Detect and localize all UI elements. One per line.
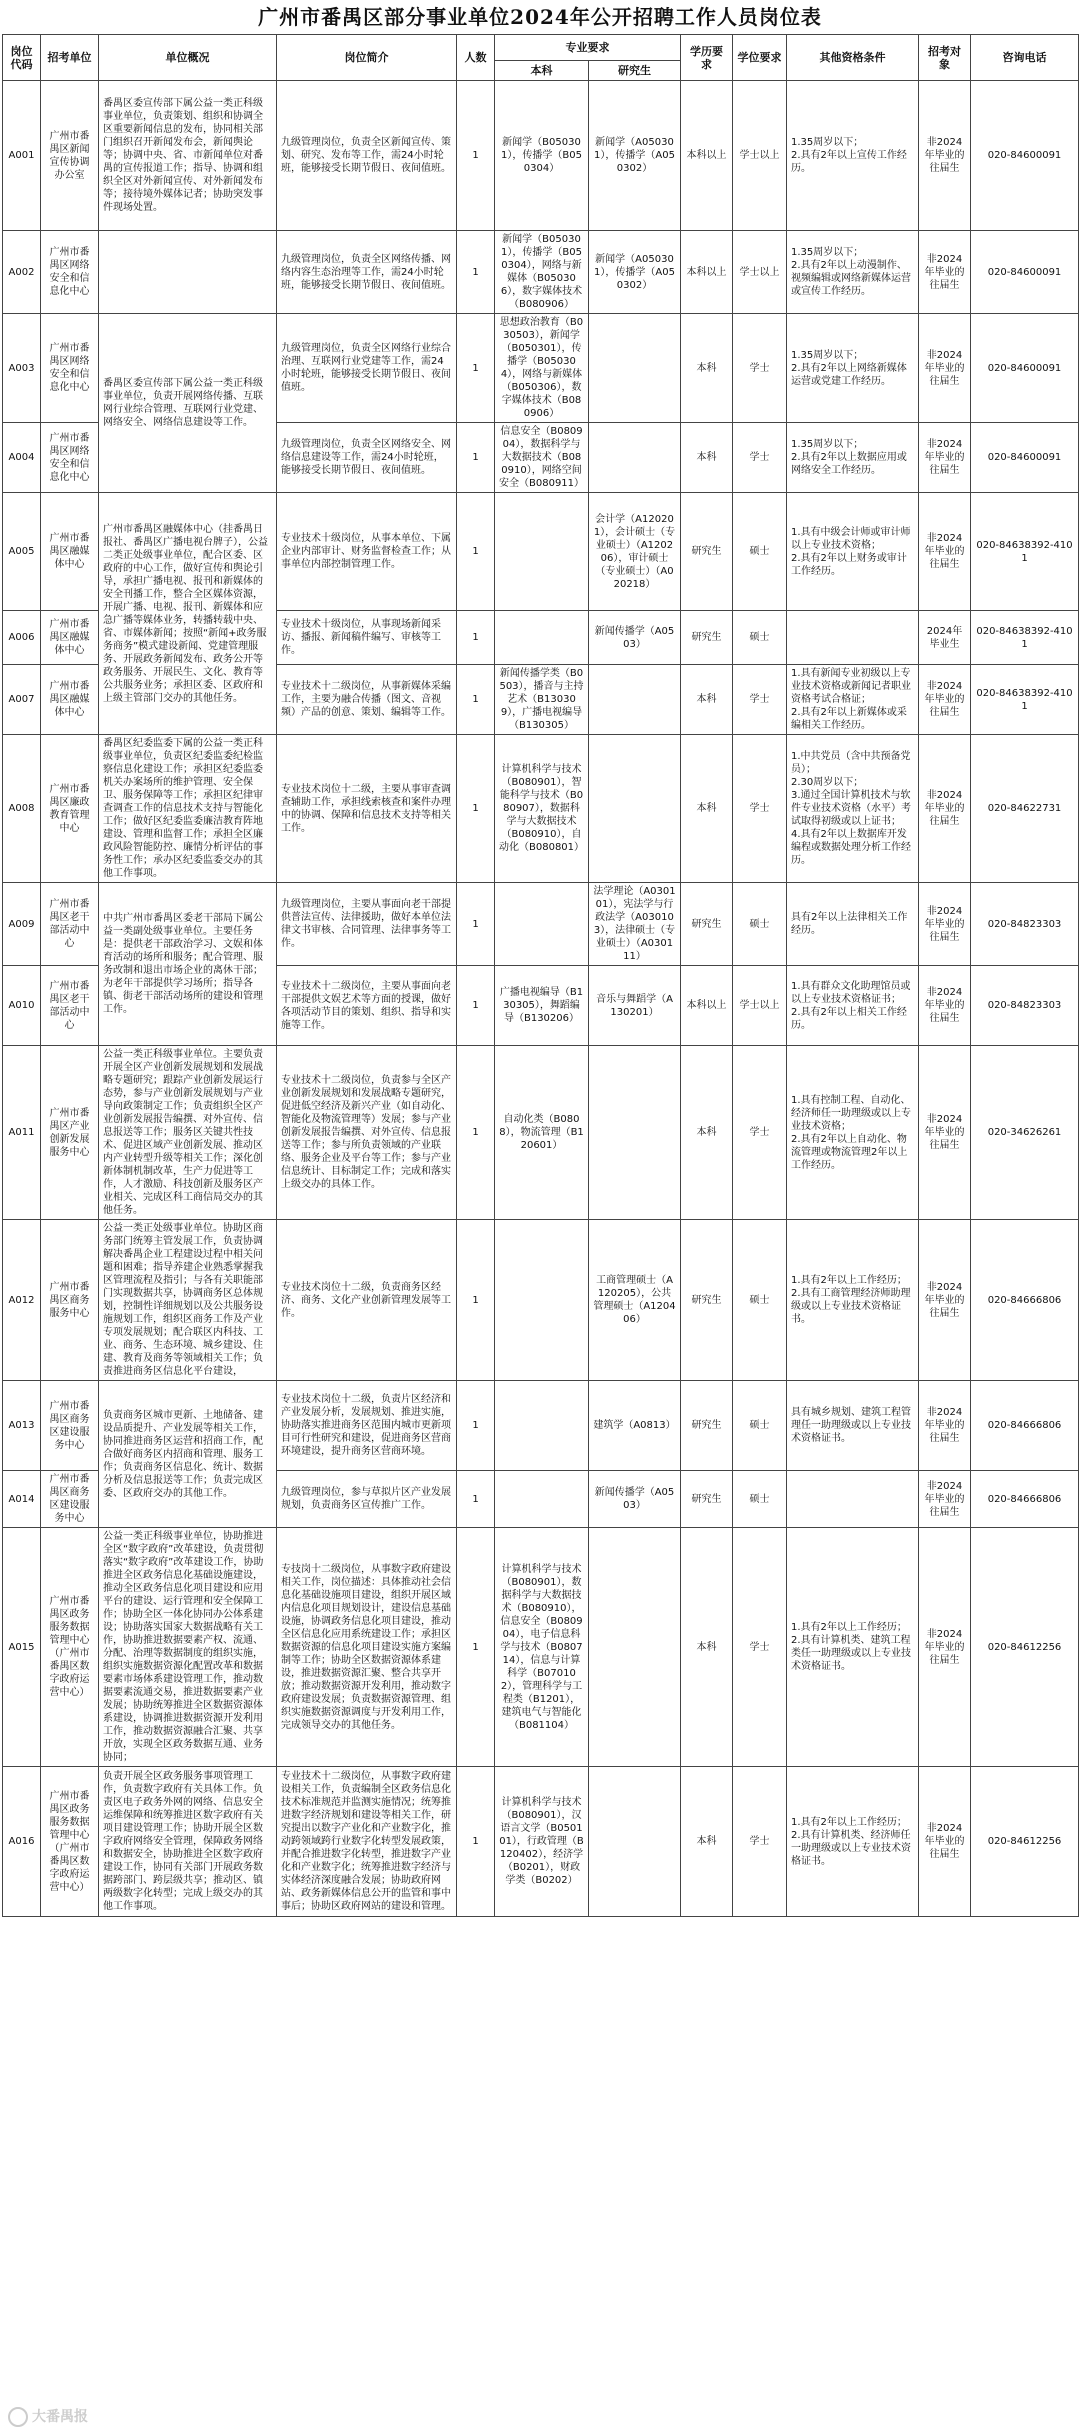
cell-target: 非2024年毕业的往届生 bbox=[919, 231, 971, 314]
cell-unit: 广州市番禺区老干部活动中心 bbox=[41, 883, 99, 966]
cell-count: 1 bbox=[457, 611, 495, 665]
cell-phone: 020-84622731 bbox=[971, 735, 1079, 883]
cell-target: 非2024年毕业的往届生 bbox=[919, 423, 971, 493]
cell-code: A013 bbox=[3, 1381, 41, 1471]
watermark-logo-icon bbox=[8, 2407, 28, 2427]
cell-other: 1.具有控制工程、自动化、经济师任一助理级或以上专业技术资格； 2.具有2年以上自动化、物流管理或物流管理2年以上工作经历。 bbox=[787, 1046, 919, 1220]
cell-degree: 学士以上 bbox=[733, 966, 787, 1046]
cell-job: 九级管理岗位，参与草拟片区产业发展规划，负责商务区宣传推广工作。 bbox=[277, 1471, 457, 1528]
table-row bbox=[3, 1381, 1079, 1471]
col-header-major: 专业要求 bbox=[495, 35, 681, 61]
table-row bbox=[3, 1528, 1079, 1767]
cell-graduate: 新闻传播学（A0503） bbox=[589, 611, 681, 665]
cell-count: 1 bbox=[457, 1381, 495, 1471]
cell-edu: 本科 bbox=[681, 314, 733, 423]
cell-target: 非2024年毕业的往届生 bbox=[919, 735, 971, 883]
cell-bachelor: 思想政治教育（B030503），新闻学（B050301），传播学（B050304），网络与新媒体（B050306），数字媒体技术（B080906） bbox=[495, 314, 589, 423]
cell-unit: 广州市番禺区商务区建设服务中心 bbox=[41, 1471, 99, 1528]
cell-job: 专业技术岗位十二级，负责片区经济和产业发展分析，发展规划、推进实施，协助落实推进商务区范围内城市更新项目可行性研究和建设，促进商务区营商环境建设，提升商务区营商环境。 bbox=[277, 1381, 457, 1471]
cell-degree: 学士 bbox=[733, 1528, 787, 1767]
cell-phone: 020-84600091 bbox=[971, 423, 1079, 493]
cell-phone: 020-84666806 bbox=[971, 1220, 1079, 1381]
cell-unit: 广州市番禺区网络安全和信息化中心 bbox=[41, 314, 99, 423]
cell-job: 专业技术岗位十二级，负责商务区经济、商务、文化产业创新管理发展等工作。 bbox=[277, 1220, 457, 1381]
cell-phone: 020-84612256 bbox=[971, 1767, 1079, 1917]
cell-bachelor bbox=[495, 883, 589, 966]
cell-edu: 研究生 bbox=[681, 493, 733, 611]
cell-graduate bbox=[589, 1767, 681, 1917]
cell-count: 1 bbox=[457, 1220, 495, 1381]
cell-count: 1 bbox=[457, 423, 495, 493]
cell-count: 1 bbox=[457, 665, 495, 735]
cell-graduate bbox=[589, 735, 681, 883]
cell-phone: 020-84823303 bbox=[971, 966, 1079, 1046]
cell-code: A006 bbox=[3, 611, 41, 665]
col-header-code: 岗位代码 bbox=[3, 35, 41, 81]
cell-unit: 广州市番禺区网络安全和信息化中心 bbox=[41, 423, 99, 493]
cell-code: A015 bbox=[3, 1528, 41, 1767]
cell-count: 1 bbox=[457, 231, 495, 314]
cell-edu: 本科 bbox=[681, 1528, 733, 1767]
cell-count: 1 bbox=[457, 493, 495, 611]
col-header-bachelor: 本科 bbox=[495, 61, 589, 81]
cell-code: A016 bbox=[3, 1767, 41, 1917]
cell-bachelor: 自动化类（B0808），物流管理（B120601） bbox=[495, 1046, 589, 1220]
cell-degree: 学士 bbox=[733, 735, 787, 883]
cell-job: 专业技术岗位十二级，主要从事审查调查辅助工作，承担线索核查和案件办理中的协调、保障和信息技术支持等相关工作。 bbox=[277, 735, 457, 883]
cell-degree: 硕士 bbox=[733, 1381, 787, 1471]
cell-other: 1.具有2年以上工作经历； 2.具有工商管理经济师助理级或以上专业技术资格证书。 bbox=[787, 1220, 919, 1381]
cell-other: 1.具有新闻专业初级以上专业技术资格或新闻记者职业资格考试合格证； 2.具有2年以上新媒体或采编相关工作经历。 bbox=[787, 665, 919, 735]
cell-target: 非2024年毕业的往届生 bbox=[919, 1220, 971, 1381]
cell-graduate bbox=[589, 665, 681, 735]
cell-unit: 广州市番禺区新闻宣传协调办公室 bbox=[41, 81, 99, 231]
cell-count: 1 bbox=[457, 883, 495, 966]
cell-count: 1 bbox=[457, 314, 495, 423]
cell-bachelor: 新闻学（B050301），传播学（B050304） bbox=[495, 81, 589, 231]
cell-job: 九级管理岗位，主要从事面向老干部提供普法宣传、法律援助，做好本单位法律文书审核、合同管理、法律事务等工作。 bbox=[277, 883, 457, 966]
cell-code: A014 bbox=[3, 1471, 41, 1528]
cell-graduate bbox=[589, 314, 681, 423]
cell-job: 专业技术十二级岗位，从事数字政府建设相关工作，负责编制全区政务信息化技术标准规范并监测实施情况；统筹推进数字经济规划和建设等相关工作，研究提出以数字产业化和产业数字化，推动跨领域跨行业数字化转型发展政策，并配合推进数字化转型，推进数字产业化和产业数字化；统筹推进数字经济与实体经济深度融合发展；协助政府网站、政务新媒体信息公开的监管和事中事后；协助区政府网站的建设和管理。 bbox=[277, 1767, 457, 1917]
cell-target: 非2024年毕业的往届生 bbox=[919, 883, 971, 966]
job-table bbox=[2, 34, 1079, 1917]
cell-other: 1.35周岁以下； 2.具有2年以上数据应用或网络安全工作经历。 bbox=[787, 423, 919, 493]
cell-phone: 020-84638392-4101 bbox=[971, 493, 1079, 611]
cell-target: 非2024年毕业的往届生 bbox=[919, 1471, 971, 1528]
col-header-degree: 学位要求 bbox=[733, 35, 787, 81]
cell-overview: 中共广州市番禺区委老干部局下属公益一类副处级事业单位。主要任务是：提供老干部政治学习、文娱和体育活动的场所和服务；配合管理、服务改制和退出市场企业的离休干部；为老年干部提供学习场所；指导各镇、街老干部活动场所的建设和管理工作。 bbox=[99, 883, 277, 1046]
cell-degree: 硕士 bbox=[733, 611, 787, 665]
cell-other: 1.具有群众文化助理馆员或以上专业技术资格证书； 2.具有2年以上相关工作经历。 bbox=[787, 966, 919, 1046]
table-row bbox=[3, 1767, 1079, 1917]
cell-target: 非2024年毕业的往届生 bbox=[919, 1046, 971, 1220]
cell-other: 1.35周岁以下； 2.具有2年以上宣传工作经历。 bbox=[787, 81, 919, 231]
cell-unit: 广州市番禺区融媒体中心 bbox=[41, 611, 99, 665]
cell-edu: 本科 bbox=[681, 423, 733, 493]
cell-code: A010 bbox=[3, 966, 41, 1046]
table-row bbox=[3, 314, 1079, 423]
cell-phone: 020-84823303 bbox=[971, 883, 1079, 966]
table-row bbox=[3, 1046, 1079, 1220]
cell-count: 1 bbox=[457, 81, 495, 231]
cell-graduate: 法学理论（A030101），宪法学与行政法学（A030103），法律硕士（专业硕士）（A030111） bbox=[589, 883, 681, 966]
cell-graduate bbox=[589, 423, 681, 493]
cell-bachelor bbox=[495, 1220, 589, 1381]
cell-edu: 本科 bbox=[681, 1046, 733, 1220]
cell-phone: 020-84638392-4101 bbox=[971, 611, 1079, 665]
cell-unit: 广州市番禺区融媒体中心 bbox=[41, 493, 99, 611]
table-row bbox=[3, 231, 1079, 314]
cell-bachelor: 计算机科学与技术（B080901），数据科学与大数据技术（B080910），信息安全（B080904），电子信息科学与技术（B080714），信息与计算科学（B070102），管理科学与工程类（B1201），建筑电气与智能化（B081104） bbox=[495, 1528, 589, 1767]
cell-overview: 番禺区纪委监委下属的公益一类正科级事业单位，负责区纪委监委纪检监察信息化建设工作；承担区纪委监委机关办案场所的维护管理、安全保卫、服务保障等工作；承担区纪律审查调查工作的信息技术支持与智能化工作；做好区纪委监委廉洁教育阵地建设、管理和监督工作；承担全区廉政风险智能防控、廉情分析评估的事务性工作；承办区纪委监委交办的其他工作事项。 bbox=[99, 735, 277, 883]
cell-graduate: 建筑学（A0813） bbox=[589, 1381, 681, 1471]
table-row bbox=[3, 735, 1079, 883]
col-header-other: 其他资格条件 bbox=[787, 35, 919, 81]
cell-edu: 本科以上 bbox=[681, 231, 733, 314]
cell-edu: 研究生 bbox=[681, 883, 733, 966]
cell-code: A008 bbox=[3, 735, 41, 883]
cell-overview: 负责开展全区政务服务事项管理工作，负责数字政府有关具体工作。负责区电子政务外网的网络、信息安全运维保障和统筹推进区数字政府有关项目建设管理工作；协助开展全区数字政府网络安全管理，保障政务网络和数据安全，协助推进全区数字政府建设工作，协同有关部门开展政务数据跨部门、跨层级共享；推动区、镇两级数字化转型；完成上级交办的其他工作事项。 bbox=[99, 1767, 277, 1917]
col-header-target: 招考对象 bbox=[919, 35, 971, 81]
cell-target: 非2024年毕业的往届生 bbox=[919, 1528, 971, 1767]
cell-other: 1.35周岁以下； 2.具有2年以上网络新媒体运营或党建工作经历。 bbox=[787, 314, 919, 423]
table-row bbox=[3, 1220, 1079, 1381]
table-body bbox=[3, 81, 1079, 1917]
cell-other: 1.中共党员（含中共预备党员）； 2.30周岁以下； 3.通过全国计算机技术与软件专业技术资格（水平）考试取得初级或以上证书； 4.具有2年以上数据库开发编程或数据处理分析工作经历。 bbox=[787, 735, 919, 883]
cell-unit: 广州市番禺区网络安全和信息化中心 bbox=[41, 231, 99, 314]
cell-unit: 广州市番禺区商务区建设服务中心 bbox=[41, 1381, 99, 1471]
watermark-text: 大番禺报 bbox=[32, 2409, 88, 2425]
cell-count: 1 bbox=[457, 966, 495, 1046]
cell-target: 非2024年毕业的往届生 bbox=[919, 81, 971, 231]
cell-bachelor: 新闻学（B050301），传播学（B050304），网络与新媒体（B050306），数字媒体技术（B080906） bbox=[495, 231, 589, 314]
cell-degree: 学士以上 bbox=[733, 81, 787, 231]
table-row bbox=[3, 883, 1079, 966]
cell-edu: 本科以上 bbox=[681, 966, 733, 1046]
cell-other bbox=[787, 611, 919, 665]
cell-job: 九级管理岗位，负责全区网络行业综合治理、互联网行业党建等工作，需24小时轮班，能够接受长期节假日、夜间值班。 bbox=[277, 314, 457, 423]
cell-edu: 本科 bbox=[681, 1767, 733, 1917]
cell-bachelor bbox=[495, 611, 589, 665]
cell-unit: 广州市番禺区产业创新发展服务中心 bbox=[41, 1046, 99, 1220]
cell-code: A012 bbox=[3, 1220, 41, 1381]
cell-graduate: 会计学（A120201），会计硕士（专业硕士）（A120206），审计硕士（专业硕士）（A020218） bbox=[589, 493, 681, 611]
cell-bachelor: 计算机科学与技术（B080901），智能科学与技术（B080907），数据科学与大数据技术（B080910），自动化（B080801） bbox=[495, 735, 589, 883]
watermark bbox=[8, 2406, 88, 2427]
cell-other: 1.具有中级会计师或审计师以上专业技术资格； 2.具有2年以上财务或审计工作经历。 bbox=[787, 493, 919, 611]
cell-unit: 广州市番禺区融媒体中心 bbox=[41, 665, 99, 735]
cell-phone: 020-84600091 bbox=[971, 231, 1079, 314]
cell-unit: 广州市番禺区政务服务数据管理中心（广州市番禺区数字政府运营中心） bbox=[41, 1767, 99, 1917]
cell-graduate bbox=[589, 1528, 681, 1767]
col-header-graduate: 研究生 bbox=[589, 61, 681, 81]
cell-code: A009 bbox=[3, 883, 41, 966]
cell-job: 专业技术十二级岗位，从事新媒体采编工作，主要为融合传播（图文、音视频）产品的创意、策划、编辑等工作。 bbox=[277, 665, 457, 735]
cell-count: 1 bbox=[457, 1767, 495, 1917]
cell-phone: 020-84600091 bbox=[971, 314, 1079, 423]
cell-degree: 硕士 bbox=[733, 883, 787, 966]
cell-overview: 负责商务区城市更新、土地储备、建设品质提升、产业发展等相关工作，协同推进商务区运营和招商工作，配合做好商务区内招商和管理、服务工作；负责商务区信息化、统计、数据分析及信息报送等工作；负责完成区委、区政府交办的其他工作。 bbox=[99, 1381, 277, 1528]
cell-degree: 硕士 bbox=[733, 1471, 787, 1528]
cell-overview: 番禺区委宣传部下属公益一类正科级事业单位，负责开展网络传播、互联网行业综合管理、互联网行业党建、网络安全、网络信息建设等工作。 bbox=[99, 314, 277, 493]
cell-phone: 020-34626261 bbox=[971, 1046, 1079, 1220]
cell-code: A005 bbox=[3, 493, 41, 611]
cell-phone: 020-84600091 bbox=[971, 81, 1079, 231]
cell-target: 2024年毕业生 bbox=[919, 611, 971, 665]
cell-count: 1 bbox=[457, 1471, 495, 1528]
table-row bbox=[3, 81, 1079, 231]
cell-job: 九级管理岗位，负责全区网络安全、网络信息建设等工作，需24小时轮班，能够接受长期节假日、夜间值班。 bbox=[277, 423, 457, 493]
cell-job: 专业技术十二级岗位，主要从事面向老干部提供文娱艺术等方面的授课，做好各项活动节目的策划、组织、指导和实施等工作。 bbox=[277, 966, 457, 1046]
cell-overview: 公益一类正科级事业单位。主要负责开展全区产业创新发展规划和发展战略专题研究；跟踪产业创新发展运行态势，参与产业创新发展规划与产业导向政策制定工作；负责组织全区产业创新发展报告编撰、对外宣传、信息报送等工作；服务区关键共性技术、促进区域产业创新发展、推动区内产业转型升级等相关工作；深化创新体制机制改革，生产力促进等工作，人才激励、科技创新及服务区产业相关、完成区科工商信局交办的其他任务。 bbox=[99, 1046, 277, 1220]
cell-overview: 公益一类正科级事业单位，协助推进全区“数字政府”改革建设，负责贯彻落实“数字政府”改革建设工作，协助推进全区政务信息化基础设施建设，推动全区政务信息化项目建设和应用平台的建设、运行管理和安全保障工作；协助全区一体化协同办公体系建设；协助落实国家大数据战略有关工作，协助推进数据要素产权、流通、分配、治理等数据制度的组织实施，组织实施数据资源化配置改革和数据要素市场体系建设管理工作，推动数据要素流通交易，推进数据要素产业发展；协助统筹推进全区数据资源体系建设，协调推进数据资源开发利用工作，推动数据资源融合汇聚、共享开放，实现全区政务数据互通、业务协同； bbox=[99, 1528, 277, 1767]
cell-job: 专业技术十级岗位，从事本单位、下属企业内部审计、财务监督检查工作；从事单位内部控制管理工作。 bbox=[277, 493, 457, 611]
cell-unit: 广州市番禺区商务服务中心 bbox=[41, 1220, 99, 1381]
cell-code: A004 bbox=[3, 423, 41, 493]
cell-edu: 本科以上 bbox=[681, 81, 733, 231]
page-title: 广州市番禺区部分事业单位2024年公开招聘工作人员岗位表 bbox=[258, 5, 822, 29]
cell-overview: 番禺区委宣传部下属公益一类正科级事业单位，负责策划、组织和协调全区重要新闻信息的发布，协同相关部门组织召开新闻发布会，新闻舆论等；协调中央、省、市新闻单位对番禺的宣传报道工作；指导、协调和组织全区对外新闻宣传、对外新闻发布等；接待境外媒体记者；协助突发事件现场处置。 bbox=[99, 81, 277, 231]
cell-graduate: 工商管理硕士（A120205），公共管理硕士（A120406） bbox=[589, 1220, 681, 1381]
cell-graduate: 新闻学（A050301），传播学（A050302） bbox=[589, 81, 681, 231]
cell-edu: 研究生 bbox=[681, 1381, 733, 1471]
cell-unit: 广州市番禺区政务服务数据管理中心（广州市番禺区数字政府运营中心） bbox=[41, 1528, 99, 1767]
cell-graduate bbox=[589, 1046, 681, 1220]
cell-unit: 广州市番禺区廉政教育管理中心 bbox=[41, 735, 99, 883]
cell-degree: 学士 bbox=[733, 1046, 787, 1220]
cell-overview bbox=[99, 231, 277, 314]
cell-job: 九级管理岗位，负责全区网络传播、网络内容生态治理等工作，需24小时轮班，能够接受长期节假日、夜间值班。 bbox=[277, 231, 457, 314]
col-header-phone: 咨询电话 bbox=[971, 35, 1079, 81]
cell-degree: 硕士 bbox=[733, 1220, 787, 1381]
cell-count: 1 bbox=[457, 735, 495, 883]
cell-bachelor: 计算机科学与技术（B080901），汉语言文学（B050101），行政管理（B120402），经济学（B0201），财政学类（B0202） bbox=[495, 1767, 589, 1917]
cell-bachelor: 广播电视编导（B130305），舞蹈编导（B130206） bbox=[495, 966, 589, 1046]
cell-job: 九级管理岗位，负责全区新闻宣传、策划、研究、发布等工作，需24小时轮班，能够接受长期节假日、夜间值班。 bbox=[277, 81, 457, 231]
cell-other: 1.具有2年以上工作经历； 2.具有计算机类、经济师任一助理级或以上专业技术资格证书。 bbox=[787, 1767, 919, 1917]
cell-degree: 硕士 bbox=[733, 493, 787, 611]
cell-graduate: 音乐与舞蹈学（A130201） bbox=[589, 966, 681, 1046]
cell-other: 具有城乡规划、建筑工程管理任一助理级或以上专业技术资格证书。 bbox=[787, 1381, 919, 1471]
cell-degree: 学士 bbox=[733, 665, 787, 735]
cell-graduate: 新闻学（A050301），传播学（A050302） bbox=[589, 231, 681, 314]
cell-bachelor bbox=[495, 493, 589, 611]
cell-bachelor: 新闻传播学类（B0503），播音与主持艺术（B130309），广播电视编导（B130305） bbox=[495, 665, 589, 735]
cell-edu: 研究生 bbox=[681, 1220, 733, 1381]
cell-bachelor bbox=[495, 1381, 589, 1471]
col-header-unit: 招考单位 bbox=[41, 35, 99, 81]
cell-edu: 本科 bbox=[681, 665, 733, 735]
cell-other: 1.35周岁以下； 2.具有2年以上动漫制作、视频编辑或网络新媒体运营或宣传工作经历。 bbox=[787, 231, 919, 314]
cell-bachelor: 信息安全（B080904），数据科学与大数据技术（B080910），网络空间安全（B080911） bbox=[495, 423, 589, 493]
cell-phone: 020-84666806 bbox=[971, 1471, 1079, 1528]
cell-edu: 研究生 bbox=[681, 611, 733, 665]
cell-degree: 学士 bbox=[733, 1767, 787, 1917]
cell-code: A011 bbox=[3, 1046, 41, 1220]
cell-count: 1 bbox=[457, 1528, 495, 1767]
cell-edu: 本科 bbox=[681, 735, 733, 883]
cell-job: 专业技术十级岗位，从事现场新闻采访、播报、新闻稿件编写、审核等工作。 bbox=[277, 611, 457, 665]
cell-code: A003 bbox=[3, 314, 41, 423]
cell-code: A002 bbox=[3, 231, 41, 314]
cell-target: 非2024年毕业的往届生 bbox=[919, 966, 971, 1046]
cell-degree: 学士 bbox=[733, 423, 787, 493]
cell-other: 具有2年以上法律相关工作经历。 bbox=[787, 883, 919, 966]
cell-job: 专技岗十二级岗位，从事数字政府建设相关工作，岗位描述：具体推动社会信息化基础设施项目建设，组织开展区域内信息化项目规划设计，建设信息基础设施，协调政务信息化项目建设，推动全区信息化应用系统建设工作；承担区数据资源的信息化项目建设实施方案编制等工作；协助全区数据资源体系建设，推进数据资源汇聚、整合共享开放；推动数据资源开发利用，推动数字政府建设发展；负责数据资源管理、组织实施数据资源调度与开发利用工作，完成领导交办的其他任务。 bbox=[277, 1528, 457, 1767]
cell-bachelor bbox=[495, 1471, 589, 1528]
cell-phone: 020-84638392-4101 bbox=[971, 665, 1079, 735]
cell-target: 非2024年毕业的往届生 bbox=[919, 1381, 971, 1471]
cell-phone: 020-84666806 bbox=[971, 1381, 1079, 1471]
cell-target: 非2024年毕业的往届生 bbox=[919, 665, 971, 735]
col-header-job: 岗位简介 bbox=[277, 35, 457, 81]
cell-target: 非2024年毕业的往届生 bbox=[919, 314, 971, 423]
cell-code: A007 bbox=[3, 665, 41, 735]
cell-target: 非2024年毕业的往届生 bbox=[919, 1767, 971, 1917]
cell-unit: 广州市番禺区老干部活动中心 bbox=[41, 966, 99, 1046]
cell-phone: 020-84612256 bbox=[971, 1528, 1079, 1767]
col-header-overview: 单位概况 bbox=[99, 35, 277, 81]
cell-other bbox=[787, 1471, 919, 1528]
table-row bbox=[3, 493, 1079, 611]
cell-overview: 公益一类正处级事业单位。协助区商务部门统筹主管发展工作，负责协调解决番禺企业工程建设过程中相关问题和困难；指导养建企业熟悉掌握我区管理流程及指引；与各有关职能部门实现数据共享，协调商务区总体规划，控制性详细规划以及公共服务设施规划工作，组织区商务工作及产业专项发展规划；配合联区内科技、工业、商务、生态环境、城乡建设、住建、教育及商务等领域相关工作；负责推进商务区信息化平台建设， bbox=[99, 1220, 277, 1381]
cell-degree: 学士以上 bbox=[733, 231, 787, 314]
cell-overview: 广州市番禺区融媒体中心（挂番禺日报社、番禺区广播电视台牌子），公益二类正处级事业单位，配合区委、区政府的中心工作，做好宣传和舆论引导，承担广播电视、报刊和新媒体的安全刊播工作，整合全区媒体资源，开展广播、电视、报刊、新媒体和应急广播等媒体业务，转播转载中央、省、市媒体新闻；按照“新闻+政务服务商务”模式建设新闻、党建管理服务、开展政务新闻发布、政务公开等政务服务、开展民生、文化、教育等公共服务业务；承担区委、区政府和上级主管部门交办的其他任务。 bbox=[99, 493, 277, 735]
col-header-count: 人数 bbox=[457, 35, 495, 81]
col-header-edu: 学历要求 bbox=[681, 35, 733, 81]
cell-edu: 研究生 bbox=[681, 1471, 733, 1528]
cell-code: A001 bbox=[3, 81, 41, 231]
cell-target: 非2024年毕业的往届生 bbox=[919, 493, 971, 611]
cell-degree: 学士 bbox=[733, 314, 787, 423]
cell-other: 1.具有2年以上工作经历； 2.具有计算机类、建筑工程类任一助理级或以上专业技术资格证书。 bbox=[787, 1528, 919, 1767]
cell-graduate: 新闻传播学（A0503） bbox=[589, 1471, 681, 1528]
cell-job: 专业技术十二级岗位，负责参与全区产业创新发展规划和发展战略专题研究，促进低空经济及新兴产业（如自动化、智能化及物流管理等）发展；参与产业创新发展报告编撰、对外宣传、信息报送等工作；参与所负责领域的产业联络、服务企业及平台等工作；参与产业信息统计、目标制定工作；完成和落实上级交办的具体工作。 bbox=[277, 1046, 457, 1220]
cell-count: 1 bbox=[457, 1046, 495, 1220]
